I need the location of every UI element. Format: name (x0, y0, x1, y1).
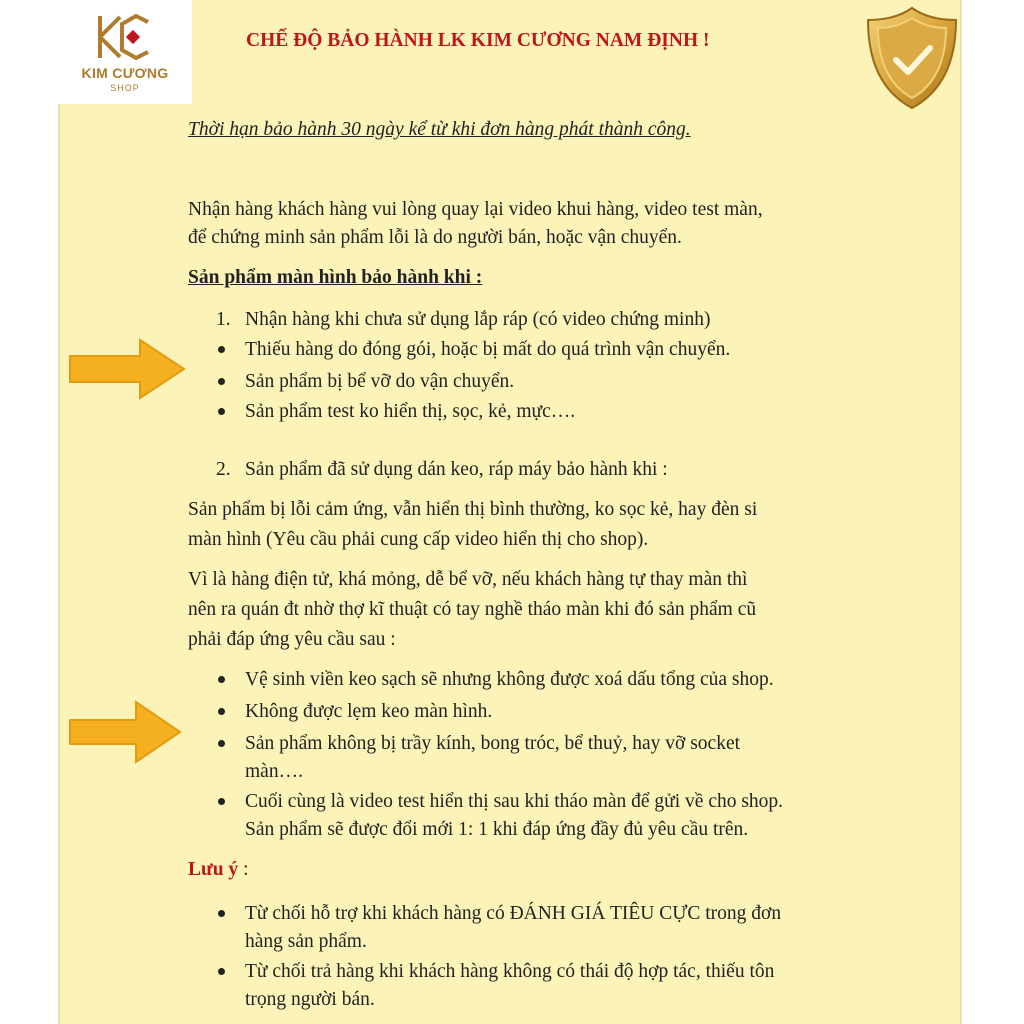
note-bullet-2: Từ chối trả hàng khi khách hàng không có thái độ hợp tác, thiếu tôn (245, 961, 775, 982)
req-bullet-3-cont: màn…. (245, 761, 303, 782)
para-2-line-2: nên ra quán đt nhờ thợ kĩ thuật có tay nghề tháo màn khi đó sản phẩm cũ (188, 599, 757, 620)
para-1-line-1: Sản phẩm bị lỗi cảm ứng, vẫn hiển thị bình thường, ko sọc kẻ, hay đèn si (188, 499, 758, 520)
para-2-line-1: Vì là hàng điện tử, khá mỏng, dễ bể vỡ, nếu khách hàng tự thay màn thì (188, 569, 748, 590)
bullet-dot (218, 676, 225, 683)
note-label: Lưu ý (188, 859, 239, 880)
bullet-dot (218, 740, 225, 747)
right-arrow-icon (68, 338, 186, 400)
section-heading: Sản phẩm màn hình bảo hành khi : (188, 267, 483, 288)
bullet-dot (218, 968, 225, 975)
req-bullet-4: Cuối cùng là video test hiển thị sau khi tháo màn để gửi về cho shop. (245, 791, 784, 812)
item-1-bullet-2: Sản phẩm bị bể vỡ do vận chuyển. (245, 371, 515, 392)
note-heading (188, 856, 248, 884)
item-1-number: 1. (216, 309, 231, 330)
logo-sub: SHOP (110, 83, 140, 93)
req-bullet-3: Sản phẩm không bị trầy kính, bong tróc, bể thuỷ, hay vỡ socket (245, 733, 741, 754)
para-2-line-3: phải đáp ứng yêu cầu sau : (188, 629, 396, 650)
page-title: CHẾ ĐỘ BẢO HÀNH LK KIM CƯƠNG NAM ĐỊNH ! (246, 30, 710, 51)
item-1-bullet-3: Sản phẩm test ko hiển thị, sọc, kẻ, mực…. (245, 401, 576, 422)
note-colon: : (238, 859, 249, 880)
bullet-dot (218, 378, 225, 385)
note-bullet-2-cont: trọng người bán. (245, 989, 375, 1010)
kc-logo-icon (96, 12, 154, 62)
bullet-dot (218, 708, 225, 715)
right-arrow-icon (68, 700, 182, 764)
bullet-dot (218, 798, 225, 805)
intro-line-1: Nhận hàng khách hàng vui lòng quay lại video khui hàng, video test màn, (188, 199, 763, 220)
shield-check-icon (864, 4, 960, 112)
item-1-bullet-1: Thiếu hàng do đóng gói, hoặc bị mất do quá trình vận chuyển. (245, 339, 731, 360)
bullet-dot (218, 408, 225, 415)
req-bullet-2: Không được lẹm keo màn hình. (245, 701, 493, 722)
req-bullet-1: Vệ sinh viền keo sạch sẽ nhưng không được xoá dấu tổng của shop. (245, 669, 774, 690)
req-bullet-4-cont: Sản phẩm sẽ được đổi mới 1: 1 khi đáp ứng đầy đủ yêu cầu trên. (245, 819, 749, 840)
intro-line-2: để chứng minh sản phẩm lỗi là do người bán, hoặc vận chuyển. (188, 227, 682, 248)
para-1-line-2: màn hình (Yêu cầu phải cung cấp video hiển thị cho shop). (188, 529, 649, 550)
note-bullet-1-cont: hàng sản phẩm. (245, 931, 367, 952)
item-2-number: 2. (216, 459, 231, 480)
bullet-dot (218, 910, 225, 917)
warranty-period: Thời hạn bảo hành 30 ngày kể từ khi đơn hàng phát thành công. (188, 119, 691, 140)
bullet-dot (218, 346, 225, 353)
note-bullet-1: Từ chối hỗ trợ khi khách hàng có ĐÁNH GIÁ TIÊU CỰC trong đơn (245, 903, 782, 924)
logo-name: KIM CƯƠNG (81, 65, 169, 81)
item-2-text: Sản phẩm đã sử dụng dán keo, ráp máy bảo hành khi : (245, 459, 668, 480)
shop-logo (58, 0, 192, 104)
item-1-text: Nhận hàng khi chưa sử dụng lắp ráp (có video chứng minh) (245, 309, 711, 330)
